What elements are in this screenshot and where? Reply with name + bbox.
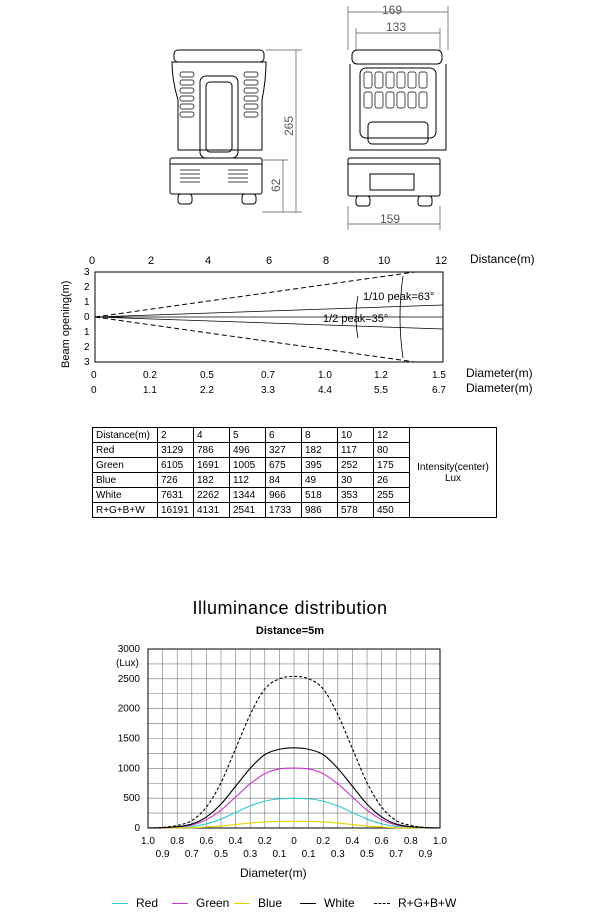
legend-item-green: [172, 896, 229, 910]
beam-bottom-tick: 1.0: [318, 370, 332, 381]
table-cell: R+G+B+W: [93, 503, 158, 518]
legend-swatch: [112, 903, 128, 904]
beam-bottom-tick: 1.1: [143, 385, 157, 396]
beam-bottom-tick: 3.3: [261, 385, 275, 396]
table-cell: 2541: [230, 503, 266, 518]
beam-bottom-tick: 0: [91, 370, 97, 381]
intensity-table: [92, 427, 497, 518]
chart-subtitle: Distance=5m: [255, 625, 325, 637]
y-tick-label: 500: [123, 793, 140, 805]
dim-height: 265: [282, 115, 296, 136]
table-cell: 353: [338, 488, 374, 503]
y-tick-label: 2500: [117, 673, 140, 685]
beam-label-half-peak: 1/2 peak=35°: [323, 313, 389, 325]
table-side-label: [410, 428, 497, 518]
x-tick-label: 0.7: [389, 849, 404, 860]
x-tick-label: 0.6: [374, 836, 389, 847]
table-header-cell: 10: [338, 428, 374, 443]
table-cell: 1691: [194, 458, 230, 473]
legend-swatch: [300, 903, 316, 904]
table-cell: 1344: [230, 488, 266, 503]
dim-width-inner: 133: [386, 20, 407, 34]
x-tick-label: 0.4: [228, 836, 243, 847]
table-cell: 117: [338, 443, 374, 458]
chart-title: Illuminance distribution: [192, 598, 388, 618]
beam-top-tick: 8: [323, 255, 330, 267]
x-tick-label: 0.7: [184, 849, 199, 860]
table-header-cell: 8: [302, 428, 338, 443]
table-cell: Blue: [93, 473, 158, 488]
x-tick-label: 0.5: [360, 849, 374, 860]
table-cell: 252: [338, 458, 374, 473]
chart-x-label: Diameter(m): [240, 866, 307, 880]
table-cell: 255: [374, 488, 410, 503]
y-tick-label: 1000: [117, 763, 140, 775]
legend-swatch: [234, 903, 250, 904]
table-cell: 1005: [230, 458, 266, 473]
dim-base-width: 159: [380, 212, 401, 226]
x-tick-label: 0.3: [243, 849, 258, 860]
x-tick-label: 0.5: [214, 849, 228, 860]
table-cell: 7631: [158, 488, 194, 503]
table-cell: 786: [194, 443, 230, 458]
beam-bottom-tick: 0.2: [143, 370, 157, 381]
illuminance-chart: [0, 640, 600, 870]
y-tick-label: 1500: [117, 733, 140, 745]
table-cell: 578: [338, 503, 374, 518]
beam-y-label: Beam opening(m): [60, 280, 72, 368]
beam-bottom-tick: 0.7: [261, 370, 275, 381]
table-cell: 6105: [158, 458, 194, 473]
table-cell: Green: [93, 458, 158, 473]
legend-item-red: [112, 896, 158, 910]
table-cell: 4131: [194, 503, 230, 518]
beam-y-tick: 1: [84, 297, 90, 308]
beam-top-tick: 12: [435, 255, 448, 267]
beam-bottom-tick: 1.2: [374, 370, 388, 381]
table-cell: 395: [302, 458, 338, 473]
table-cell: Red: [93, 443, 158, 458]
x-tick-label: 0.1: [301, 849, 316, 860]
beam-bottom-tick: 0: [91, 385, 97, 396]
table-header-cell: Distance(m): [93, 428, 158, 443]
beam-top-tick: 4: [205, 255, 212, 267]
legend-label: Red: [136, 896, 159, 910]
legend-item-rgbw: [374, 896, 456, 910]
chart-y-unit: (Lux): [116, 658, 139, 669]
beam-distance-label: Distance(m): [470, 252, 535, 266]
y-tick-label: 3000: [117, 644, 140, 655]
table-cell: 84: [266, 473, 302, 488]
beam-label-tenth-peak: 1/10 peak=63°: [363, 291, 435, 303]
beam-plot: [0, 0, 600, 400]
table-cell: 726: [158, 473, 194, 488]
legend-item-blue: [234, 896, 282, 910]
beam-bottom-tick: 1.5: [432, 370, 446, 381]
table-cell: 175: [374, 458, 410, 473]
table-cell: 450: [374, 503, 410, 518]
legend-label: R+G+B+W: [398, 896, 457, 910]
dim-width-outer: 169: [382, 3, 403, 17]
y-tick-label: 2000: [117, 703, 140, 715]
legend-label: Blue: [258, 896, 283, 910]
table-header-cell: 5: [230, 428, 266, 443]
beam-top-tick: 0: [89, 255, 96, 267]
beam-y-tick: 2: [84, 282, 90, 293]
legend-swatch: [374, 903, 390, 904]
beam-y-tick: 3: [84, 357, 90, 368]
x-tick-label: 0.3: [330, 849, 345, 860]
table-cell: 3129: [158, 443, 194, 458]
table-cell: 26: [374, 473, 410, 488]
x-tick-label: 0.8: [403, 836, 418, 847]
legend-item-white: [300, 896, 355, 910]
beam-top-tick: 2: [148, 255, 155, 267]
beam-y-tick: 3: [84, 267, 90, 278]
legend-label: Green: [196, 896, 230, 910]
table-header-row: [93, 428, 497, 443]
beam-diameter-label: Diameter(m): [466, 366, 533, 380]
table-cell: 49: [302, 473, 338, 488]
table-cell: White: [93, 488, 158, 503]
beam-bottom-tick: 5.5: [374, 385, 388, 396]
dim-base-height: 62: [269, 178, 283, 192]
table-cell: 16191: [158, 503, 194, 518]
table-cell: 182: [302, 443, 338, 458]
table-cell: 1733: [266, 503, 302, 518]
beam-top-tick: 10: [378, 255, 391, 267]
beam-bottom-tick: 0.5: [200, 370, 214, 381]
beam-diameter-label-2: Diameter(m): [466, 381, 533, 395]
x-tick-label: 0.6: [199, 836, 214, 847]
table-header-cell: 6: [266, 428, 302, 443]
beam-bottom-tick: 2.2: [200, 385, 214, 396]
table-header-cell: 4: [194, 428, 230, 443]
table-cell: 986: [302, 503, 338, 518]
table-cell: 80: [374, 443, 410, 458]
table-cell: 2262: [194, 488, 230, 503]
table-cell: 30: [338, 473, 374, 488]
x-tick-label: 1.0: [433, 836, 447, 847]
x-tick-label: 0: [291, 836, 297, 847]
legend-swatch: [172, 903, 188, 904]
table-cell: 112: [230, 473, 266, 488]
beam-bottom-tick: 4.4: [318, 385, 332, 396]
beam-y-tick: 1: [84, 327, 90, 338]
table-cell: 182: [194, 473, 230, 488]
x-tick-label: 0.2: [257, 836, 272, 847]
x-tick-label: 0.9: [155, 849, 170, 860]
x-tick-label: 1.0: [141, 836, 155, 847]
table-cell: 518: [302, 488, 338, 503]
y-tick-label: 0: [134, 823, 140, 834]
x-tick-label: 0.4: [345, 836, 360, 847]
beam-y-tick: 2: [84, 342, 90, 353]
x-tick-label: 0.1: [272, 849, 287, 860]
table-side-label-text: Intensity(center) Lux: [417, 461, 489, 484]
table-header-cell: 12: [374, 428, 410, 443]
table-header-cell: 2: [158, 428, 194, 443]
table-cell: 966: [266, 488, 302, 503]
x-tick-label: 0.2: [316, 836, 331, 847]
table-cell: 675: [266, 458, 302, 473]
beam-bottom-tick: 6.7: [432, 385, 446, 396]
legend-label: White: [324, 896, 355, 910]
x-tick-label: 0.8: [170, 836, 185, 847]
table-cell: 496: [230, 443, 266, 458]
x-tick-label: 0.9: [418, 849, 433, 860]
beam-y-tick: 0: [84, 312, 90, 323]
beam-top-tick: 6: [266, 255, 273, 267]
table-cell: 327: [266, 443, 302, 458]
